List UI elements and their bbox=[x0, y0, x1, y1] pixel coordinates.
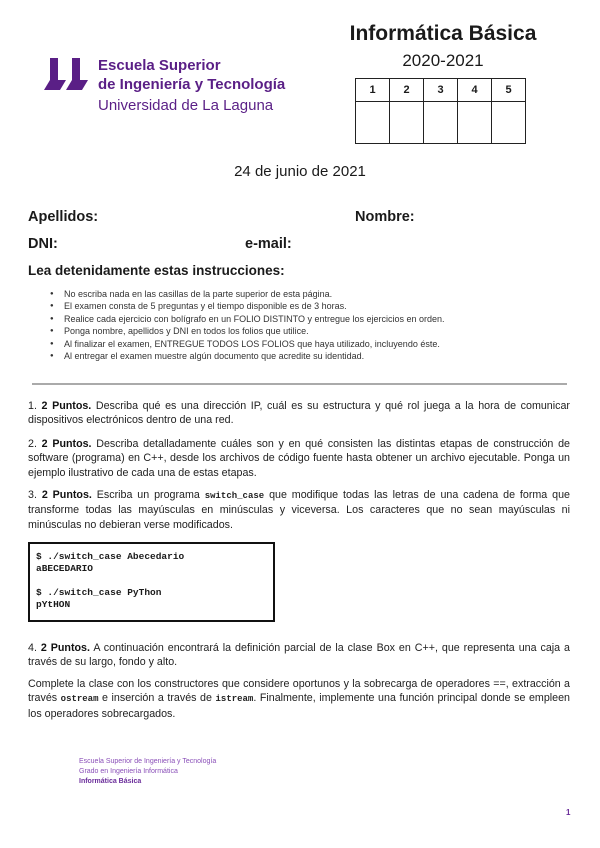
footer bbox=[79, 757, 216, 787]
question-text: A continuación encontrará la definición parcial de la clase Box en C++, que representa una caja a través de su largo, fondo y alto. bbox=[28, 642, 570, 669]
question-points: 2 Puntos. bbox=[40, 642, 90, 654]
question-text: que modifique todas las letras de una cadena de forma que transforme todas las mayúsculas en minúsculas y viceversa. Los caracteres que no sean mayúsculas ni minúsculas no debieran verse modificados. bbox=[28, 489, 570, 531]
question-text: Complete la clase con los constructores que considere oportunos y la sobrecarga de operadores ==, extracción a través bbox=[28, 678, 570, 705]
question-number: 3. bbox=[28, 489, 37, 501]
instruction-item: ● El examen consta de 5 preguntas y el tiempo disponible es de 3 horas. bbox=[50, 301, 445, 313]
code-example bbox=[28, 542, 275, 622]
inline-code: switch_case bbox=[204, 491, 265, 501]
code-line: $ ./switch_case Abecedario bbox=[36, 551, 185, 562]
academic-year: 2020-2021 bbox=[402, 51, 484, 70]
code-line: pYtHON bbox=[36, 599, 71, 610]
question-2 bbox=[28, 437, 570, 480]
question-number: 1. bbox=[28, 400, 37, 412]
logo-line3: Universidad de La Laguna bbox=[98, 97, 274, 114]
footer-course: Informática Básica bbox=[79, 778, 142, 785]
question-3 bbox=[28, 488, 570, 532]
instruction-item: ● Realice cada ejercicio con bolígrafo en un FOLIO DISTINTO y entregue los ejercicios en orden. bbox=[50, 314, 445, 326]
question-points: 2 Puntos. bbox=[41, 400, 92, 412]
logo-line1: Escuela Superior bbox=[98, 57, 221, 74]
code-line bbox=[36, 575, 267, 587]
ull-logo-icon bbox=[44, 58, 90, 90]
exam-date: 24 de junio de 2021 bbox=[234, 163, 366, 180]
grade-cell bbox=[424, 102, 458, 144]
course-title: Informática Básica bbox=[349, 22, 537, 45]
email-label: e-mail: bbox=[245, 236, 292, 252]
instruction-item: ● Al entregar el examen muestre algún documento que acredite su identidad. bbox=[50, 351, 445, 363]
footer-school: Escuela Superior de Ingeniería y Tecnología bbox=[79, 758, 217, 765]
grade-col-header: 3 bbox=[424, 79, 458, 102]
question-text: . Finalmente, implemente una función principal donde se empleen los operadores sobrecargados. bbox=[28, 692, 570, 720]
page-number: 1 bbox=[566, 808, 571, 817]
dni-label: DNI: bbox=[28, 236, 58, 252]
inline-code: ostream bbox=[60, 694, 99, 705]
code-line: aBECEDARIO bbox=[36, 563, 94, 574]
question-4-part2 bbox=[28, 677, 570, 721]
question-number: 2. bbox=[28, 438, 37, 450]
inline-code: istream bbox=[215, 694, 254, 705]
instruction-item: ● No escriba nada en las casillas de la parte superior de esta página. bbox=[50, 289, 445, 301]
question-number: 4. bbox=[28, 642, 37, 654]
grade-cell bbox=[356, 102, 390, 144]
question-text: Escriba un programa bbox=[96, 489, 200, 501]
grade-col-header: 1 bbox=[356, 79, 390, 102]
instructions-list bbox=[50, 289, 445, 363]
footer-degree: Grado en Ingeniería Informática bbox=[79, 768, 178, 775]
divider bbox=[32, 383, 567, 385]
logo-line2: de Ingeniería y Tecnología bbox=[98, 76, 286, 93]
grade-col-header: 2 bbox=[390, 79, 424, 102]
grade-col-header: 5 bbox=[492, 79, 526, 102]
surname-label: Apellidos: bbox=[28, 209, 99, 225]
grade-cell bbox=[492, 102, 526, 144]
name-label: Nombre: bbox=[355, 209, 415, 225]
instructions-title: Lea detenidamente estas instrucciones: bbox=[28, 263, 285, 278]
instruction-item: ● Ponga nombre, apellidos y DNI en todos los folios que utilice. bbox=[50, 326, 445, 338]
code-line: $ ./switch_case PyThon bbox=[36, 587, 162, 598]
question-text: Describa qué es una dirección IP, cuál es su estructura y qué rol juega a la hora de comunicar dispositivos electrónicos dentro de una red. bbox=[28, 400, 570, 427]
question-points: 2 Puntos. bbox=[41, 438, 92, 450]
question-4 bbox=[28, 641, 570, 670]
question-text: e inserción a través de bbox=[102, 692, 212, 705]
question-1 bbox=[28, 399, 570, 428]
grade-table bbox=[355, 78, 526, 144]
question-text: Describa detalladamente cuáles son y en qué consisten las distintas etapas de construcción de software (programa) en C++, desde los archivos de código fuente hasta obtener un archivo ejecutable. Ponga un ejemplo ilustrativo de cada una de estas etapas. bbox=[28, 438, 570, 479]
question-points: 2 Puntos. bbox=[41, 489, 92, 501]
grade-col-header: 4 bbox=[458, 79, 492, 102]
grade-cell bbox=[458, 102, 492, 144]
grade-cell bbox=[390, 102, 424, 144]
instruction-item: ● Al finalizar el examen, ENTREGUE TODOS LOS FOLIOS que haya utilizado, incluyendo éste. bbox=[50, 339, 445, 351]
